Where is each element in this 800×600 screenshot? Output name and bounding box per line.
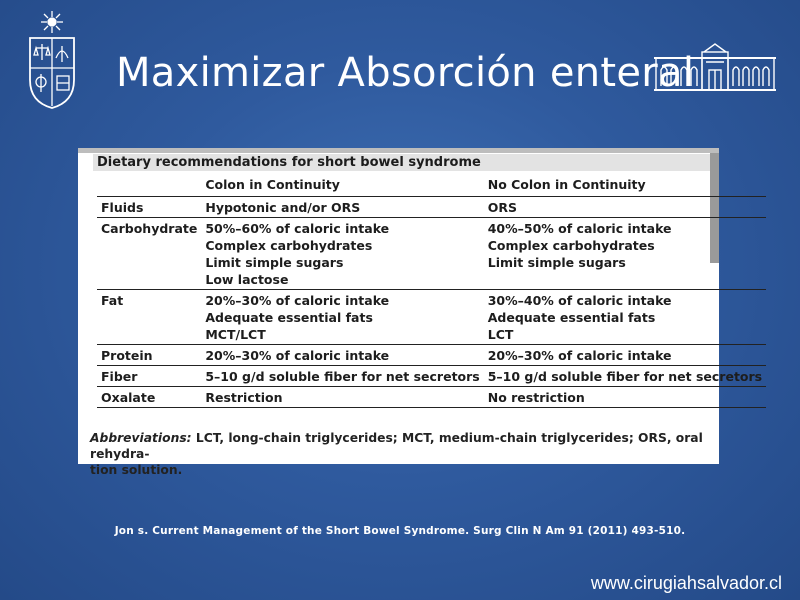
cell-line: MCT/LCT [205,327,266,342]
cell-colon-in-continuity [201,197,483,218]
cell-colon-in-continuity [201,387,483,408]
table-body [97,197,766,408]
cell-line: 50%–60% of caloric intake [205,221,390,236]
cell-line: Limit simple sugars [205,255,344,270]
cell-colon-in-continuity [201,345,483,366]
cell-line: 20%–30% of caloric intake [205,348,390,363]
cell-no-colon-in-continuity [484,387,766,408]
cell-line: No restriction [487,390,585,405]
diet-table [97,173,766,408]
cell-no-colon-in-continuity [484,366,766,387]
header-no-colon-in-continuity: No Colon in Continuity [484,173,766,197]
row-label: Fluids [97,197,201,218]
row-label: Carbohydrate [97,218,201,290]
slide-title: Maximizar Absorción enteral [116,50,695,96]
table-caption: Dietary recommendations for short bowel syndrome [93,154,710,171]
row-label: Protein [97,345,201,366]
cell-line: Adequate essential fats [205,310,373,325]
cell-line: 5–10 g/d soluble fiber for net secretors [205,369,480,384]
table-row [97,387,766,408]
abbreviations-note [90,430,710,478]
cell-colon-in-continuity [201,218,483,290]
cell-no-colon-in-continuity [484,290,766,345]
cell-line: 30%–40% of caloric intake [487,293,672,308]
cell-line: Low lactose [205,272,289,287]
cell-line: Hypotonic and/or ORS [205,200,361,215]
abbreviations-label: Abbreviations: [90,431,192,445]
cell-colon-in-continuity [201,366,483,387]
row-label: Fat [97,290,201,345]
table-row [97,218,766,290]
scan-band [78,148,719,153]
table-row [97,366,766,387]
row-label: Oxalate [97,387,201,408]
header-colon-in-continuity: Colon in Continuity [201,173,483,197]
reference-citation: Jon s. Current Management of the Short Bowel Syndrome. Surg Clin N Am 91 (2011) 493-510. [114,525,686,537]
cell-line: 20%–30% of caloric intake [487,348,672,363]
cell-no-colon-in-continuity [484,345,766,366]
abbreviations-text-cont: tion solution. [90,463,183,477]
table-row [97,345,766,366]
cell-line: 20%–30% of caloric intake [205,293,390,308]
cell-line: Complex carbohydrates [487,238,655,253]
hospital-building-icon [652,42,778,92]
website-url: www.cirugiahsalvador.cl [590,573,782,593]
cell-line: Complex carbohydrates [205,238,373,253]
cell-line: 40%–50% of caloric intake [487,221,672,236]
cell-no-colon-in-continuity [484,218,766,290]
cell-no-colon-in-continuity [484,197,766,218]
row-label: Fiber [97,366,201,387]
cell-line: LCT [487,327,514,342]
university-crest-icon [22,10,82,110]
abbreviations-text: LCT, long-chain triglycerides; MCT, medium-chain triglycerides; ORS, oral rehydra- [90,431,703,461]
cell-line: ORS [487,200,517,215]
cell-colon-in-continuity [201,290,483,345]
cell-line: 5–10 g/d soluble fiber for net secretors [487,369,763,384]
cell-line: Adequate essential fats [487,310,656,325]
table-row [97,290,766,345]
table-header-row [97,173,766,197]
cell-line: Limit simple sugars [487,255,626,270]
cell-line: Restriction [205,390,283,405]
table-row [97,197,766,218]
header-blank [97,173,201,197]
table-figure [78,148,763,477]
